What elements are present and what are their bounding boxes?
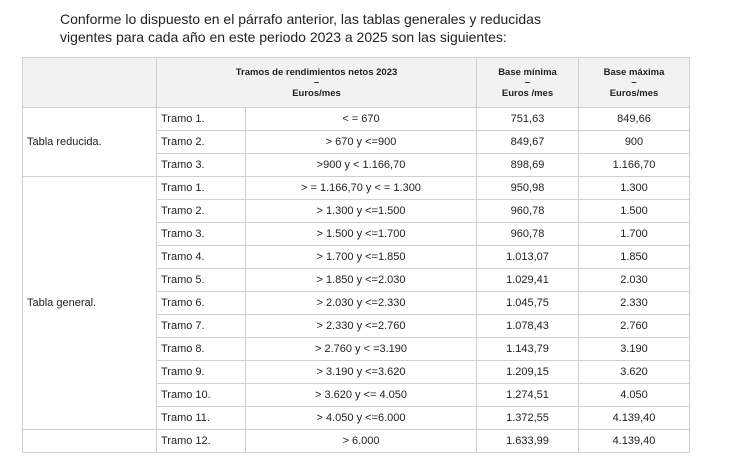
base-max-cell: 1.300: [579, 177, 690, 200]
group-label-reducida: Tabla reducida.: [23, 108, 157, 177]
base-max-cell: 1.700: [579, 223, 690, 246]
range-cell: >900 y < 1.166,70: [246, 154, 477, 177]
base-max-cell: 2.760: [579, 315, 690, 338]
tramo-cell: Tramo 7.: [157, 315, 246, 338]
base-min-cell: 960,78: [477, 223, 579, 246]
range-cell: > 2.760 y < =3.190: [246, 338, 477, 361]
range-cell: > = 1.166,70 y < = 1.300: [246, 177, 477, 200]
range-cell: > 3.620 y <= 4.050: [246, 384, 477, 407]
range-cell: > 4.050 y <=6.000: [246, 407, 477, 430]
tramo-cell: Tramo 8.: [157, 338, 246, 361]
base-min-cell: 1.633,99: [477, 430, 579, 453]
group-label-empty: [23, 430, 157, 453]
range-cell: > 3.190 y <=3.620: [246, 361, 477, 384]
range-cell: < = 670: [246, 108, 477, 131]
table-row: [23, 177, 690, 200]
header-tramos-unit: Euros/mes: [292, 87, 341, 99]
range-cell: > 670 y <=900: [246, 131, 477, 154]
tramo-cell: Tramo 2.: [157, 131, 246, 154]
range-cell: > 1.850 y <=2.030: [246, 269, 477, 292]
table-row: [23, 108, 690, 131]
header-base-maxima-dash: –: [631, 76, 637, 88]
header-base-minima-dash: –: [524, 76, 531, 88]
tramo-cell: Tramo 6.: [157, 292, 246, 315]
base-min-cell: 1.078,43: [477, 315, 579, 338]
header-blank: [23, 58, 157, 108]
base-max-cell: 3.620: [579, 361, 690, 384]
header-tramos-title: Tramos de rendimientos netos 2023: [235, 66, 398, 78]
tramo-cell: Tramo 12.: [157, 430, 246, 453]
base-max-cell: 849,66: [579, 108, 690, 131]
group-label-general: Tabla general.: [23, 177, 157, 430]
base-max-cell: 1.850: [579, 246, 690, 269]
tramo-cell: Tramo 11.: [157, 407, 246, 430]
base-min-cell: 898,69: [477, 154, 579, 177]
tramo-cell: Tramo 3.: [157, 223, 246, 246]
base-max-cell: 4.139,40: [579, 407, 690, 430]
header-base-maxima-title: Base máxima: [603, 66, 665, 78]
range-cell: > 1.500 y <=1.700: [246, 223, 477, 246]
range-cell: > 6.000: [246, 430, 477, 453]
base-min-cell: 1.372,55: [477, 407, 579, 430]
intro-line-1: Conforme lo dispuesto en el párrafo anterior, las tablas generales y reducidas: [60, 11, 541, 27]
base-max-cell: 1.166,70: [579, 154, 690, 177]
tramo-cell: Tramo 10.: [157, 384, 246, 407]
base-min-cell: 751,63: [477, 108, 579, 131]
table-row: [23, 430, 690, 453]
intro-paragraph: [60, 10, 700, 46]
base-min-cell: 1.209,15: [477, 361, 579, 384]
base-min-cell: 1.274,51: [477, 384, 579, 407]
range-cell: > 2.030 y <=2.330: [246, 292, 477, 315]
base-min-cell: 960,78: [477, 200, 579, 223]
range-cell: > 1.300 y <=1.500: [246, 200, 477, 223]
range-cell: > 2.330 y <=2.760: [246, 315, 477, 338]
tramo-cell: Tramo 5.: [157, 269, 246, 292]
base-min-cell: 950,98: [477, 177, 579, 200]
header-tramos: [157, 58, 477, 108]
base-max-cell: 2.030: [579, 269, 690, 292]
base-max-cell: 1.500: [579, 200, 690, 223]
tramo-cell: Tramo 1.: [157, 108, 246, 131]
tramo-cell: Tramo 1.: [157, 177, 246, 200]
base-min-cell: 1.029,41: [477, 269, 579, 292]
base-max-cell: 4.139,40: [579, 430, 690, 453]
header-base-maxima-unit: Euros/mes: [609, 87, 659, 99]
header-base-maxima: [579, 58, 690, 108]
base-max-cell: 900: [579, 131, 690, 154]
base-min-cell: 1.143,79: [477, 338, 579, 361]
tramo-cell: Tramo 3.: [157, 154, 246, 177]
bases-table: [22, 57, 690, 453]
header-tramos-dash: –: [313, 76, 320, 88]
intro-line-2: vigentes para cada año en este periodo 2023 a 2025 son las siguientes:: [60, 29, 507, 45]
header-base-minima: [477, 58, 579, 108]
tramo-cell: Tramo 4.: [157, 246, 246, 269]
base-max-cell: 4.050: [579, 384, 690, 407]
base-max-cell: 2.330: [579, 292, 690, 315]
base-min-cell: 1.013,07: [477, 246, 579, 269]
tramo-cell: Tramo 2.: [157, 200, 246, 223]
header-base-minima-title: Base mínima: [498, 66, 557, 78]
header-base-minima-unit: Euros /mes: [501, 87, 554, 99]
table-header-row: [23, 58, 690, 108]
tramo-cell: Tramo 9.: [157, 361, 246, 384]
range-cell: > 1.700 y <=1.850: [246, 246, 477, 269]
base-min-cell: 1.045,75: [477, 292, 579, 315]
base-max-cell: 3.190: [579, 338, 690, 361]
base-min-cell: 849,67: [477, 131, 579, 154]
